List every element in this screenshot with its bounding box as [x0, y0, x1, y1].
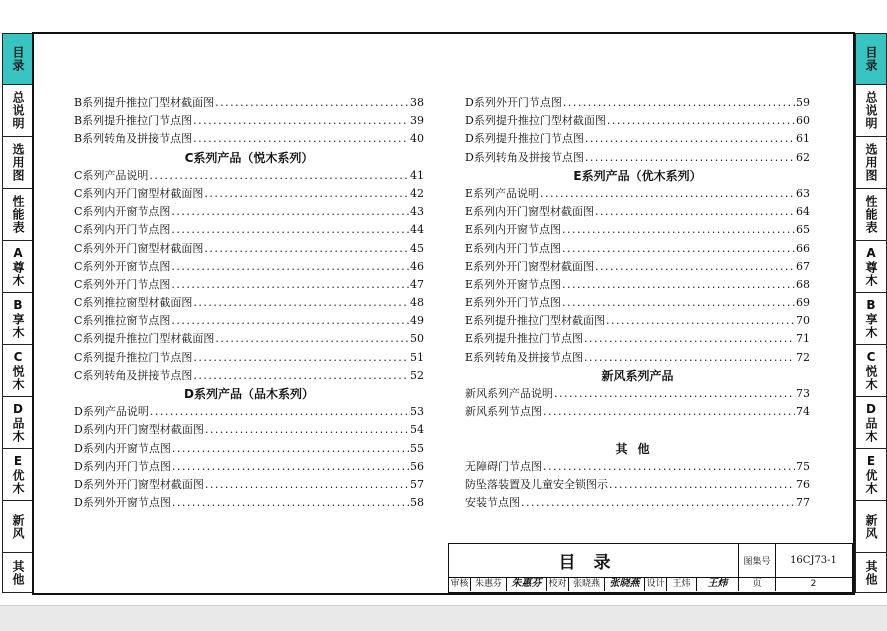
toc-entry-title: E系列内开窗节点图 [465, 223, 562, 237]
toc-leader-dots [562, 294, 795, 312]
toc-leader-dots [521, 494, 795, 512]
toc-entry-page: 43 [410, 205, 424, 219]
toc-entry[interactable] [465, 258, 810, 276]
section-tab[interactable] [855, 241, 887, 293]
toc-entry-page: 74 [796, 405, 810, 419]
toc-leader-dots [150, 403, 409, 421]
toc-entry-title: E系列产品说明 [465, 186, 540, 200]
toc-entry[interactable] [465, 185, 810, 203]
toc-entry-page: 38 [410, 96, 424, 109]
toc-entry-page: 71 [796, 332, 810, 346]
toc-entry[interactable] [465, 112, 810, 130]
toc-entry-page: 77 [796, 496, 810, 510]
toc-entry-title: C系列提升推拉门节点图 [74, 350, 193, 364]
toc-leader-dots [193, 367, 409, 385]
toc-leader-dots [171, 258, 409, 276]
toc-entry-page: 60 [796, 114, 810, 128]
section-tab-label: 目录 [11, 46, 25, 72]
toc-entry-title: D系列外开窗节点图 [74, 496, 171, 510]
toc-entry[interactable] [74, 221, 424, 239]
toc-entry-page: 65 [796, 223, 810, 237]
section-tab-label: D品木 [11, 402, 25, 443]
section-tab[interactable] [2, 553, 34, 593]
toc-entry-title: C系列产品说明 [74, 168, 149, 182]
toc-leader-dots [172, 458, 409, 476]
toc-leader-dots [172, 440, 409, 458]
toc-entry-title: C系列内开门窗型材截面图 [74, 186, 204, 200]
toc-entry-title: C系列外开门窗型材截面图 [74, 241, 204, 255]
toc-entry[interactable] [465, 385, 810, 403]
toc-entry[interactable] [465, 458, 810, 476]
toc-entry[interactable] [465, 221, 810, 239]
toc-entry-page: 66 [796, 241, 810, 255]
toc-entry[interactable] [74, 258, 424, 276]
toc-entry-title: B系列转角及拼接节点图 [74, 132, 193, 146]
toc-entry-title: E系列外开门窗型材截面图 [465, 259, 595, 273]
section-tab[interactable] [2, 85, 34, 137]
toc-entry-title: 新风系列节点图 [465, 405, 542, 419]
toc-entry-title: 新风系列产品说明 [465, 387, 553, 400]
section-tab[interactable] [855, 293, 887, 345]
toc-entry-page: 39 [410, 114, 424, 128]
section-tab-label: 性能表 [864, 195, 878, 234]
section-tab[interactable] [2, 345, 34, 397]
toc-leader-dots [193, 349, 409, 367]
toc-entry[interactable] [74, 240, 424, 258]
toc-entry-page: 64 [796, 205, 810, 219]
toc-entry-title: B系列提升推拉门型材截面图 [74, 96, 215, 109]
design-label: 设计 [645, 577, 667, 591]
toc-entry-title: E系列转角及拼接节点图 [465, 350, 584, 364]
toc-leader-dots [172, 494, 409, 512]
toc-entry[interactable] [465, 94, 810, 112]
toc-entry-title: 安装节点图 [465, 496, 520, 510]
page-label: 页 [739, 577, 776, 591]
page-number: 2 [810, 579, 817, 589]
design-signature: 王炜 [697, 577, 739, 591]
toc-leader-dots [171, 276, 409, 294]
toc-entry[interactable] [74, 476, 424, 494]
toc-leader-dots [215, 94, 409, 112]
section-tab[interactable] [2, 33, 34, 85]
toc-section-heading: D系列产品（品木系列） [184, 387, 314, 401]
toc-leader-dots [562, 221, 795, 239]
section-tab[interactable] [2, 397, 34, 449]
toc-entry[interactable] [74, 203, 424, 221]
toc-entry-title: D系列提升推拉门型材截面图 [465, 114, 606, 128]
toc-entry[interactable] [74, 349, 424, 367]
review-signature: 朱惠芬 [507, 577, 547, 591]
toc-leader-dots [205, 476, 409, 494]
toc-entry-page: 61 [796, 132, 810, 146]
viewer-bottom-strip [0, 605, 887, 631]
toc-leader-dots [205, 421, 409, 439]
toc-leader-dots [595, 258, 795, 276]
section-tab-label: 总说明 [864, 91, 878, 130]
toc-entry-page: 72 [796, 350, 810, 364]
toc-entry-page: 46 [410, 259, 424, 273]
toc-entry-page: 42 [410, 186, 424, 200]
section-tab-label: E优木 [864, 454, 878, 495]
toc-entry-title: E系列内开门窗型材截面图 [465, 205, 595, 219]
toc-entry-page: 44 [410, 223, 424, 237]
toc-entry-page: 69 [796, 296, 810, 310]
toc-leader-dots [584, 330, 795, 348]
toc-entry-page: 50 [410, 332, 424, 346]
toc-section-heading: 新风系列产品 [601, 368, 674, 383]
toc-entry[interactable] [74, 403, 424, 421]
toc-leader-dots [562, 276, 795, 294]
toc-entry[interactable] [465, 403, 810, 421]
toc-entry-page: 57 [410, 477, 424, 491]
toc-entry-title: D系列产品说明 [74, 405, 149, 419]
toc-entry-page: 68 [796, 277, 810, 291]
toc-leader-dots [193, 294, 409, 312]
section-tab[interactable] [2, 189, 34, 241]
toc-entry[interactable] [74, 130, 424, 148]
review-label: 审核 [449, 577, 471, 591]
toc-entry-page: 76 [796, 477, 810, 491]
toc-entry[interactable] [74, 276, 424, 294]
toc-leader-dots [585, 149, 795, 167]
section-tab-label: 性能表 [11, 195, 25, 234]
toc-entry[interactable] [465, 203, 810, 221]
toc-entry-title: C系列推拉窗型材截面图 [74, 296, 193, 310]
section-tab[interactable] [2, 449, 34, 501]
section-tab[interactable] [855, 137, 887, 189]
toc-entry-title: C系列外开窗节点图 [74, 259, 171, 273]
toc-entry[interactable] [465, 294, 810, 312]
toc-entry[interactable] [74, 94, 424, 112]
toc-entry-page: 55 [410, 441, 424, 455]
toc-entry-page: 52 [410, 368, 424, 382]
toc-section-heading: 其他 [615, 441, 660, 456]
section-tab-label: 新风 [11, 513, 25, 540]
title-block [448, 543, 853, 593]
toc-entry-page: 56 [410, 459, 424, 473]
toc-entry-title: C系列推拉窗节点图 [74, 314, 171, 328]
toc-leader-dots [171, 203, 409, 221]
toc-section-heading: C系列产品（悦木系列） [184, 150, 314, 165]
section-tab[interactable] [855, 33, 887, 85]
toc-entry[interactable] [74, 167, 424, 185]
toc-entry[interactable] [465, 130, 810, 148]
toc-leader-dots [606, 312, 795, 330]
section-tab[interactable] [2, 293, 34, 345]
toc-leader-dots [595, 203, 795, 221]
toc-entry-title: E系列外开门节点图 [465, 296, 562, 310]
toc-entry[interactable] [465, 494, 810, 512]
section-tab-label: 总说明 [11, 91, 25, 130]
toc-entry-page: 70 [796, 314, 810, 328]
toc-leader-dots [204, 240, 409, 258]
section-tab-label: B享木 [11, 298, 25, 339]
toc-entry-page: 49 [410, 314, 424, 328]
toc-entry[interactable] [74, 312, 424, 330]
toc-section-heading: E系列产品（优木系列） [573, 168, 702, 183]
toc-entry-title: C系列转角及拼接节点图 [74, 368, 193, 382]
toc-entry-title: E系列外开窗节点图 [465, 277, 562, 291]
toc-entry-page: 51 [410, 350, 424, 364]
toc-entry-page: 58 [410, 496, 424, 510]
check-name: 张晓燕 [569, 577, 605, 591]
toc-entry-page: 54 [410, 423, 424, 437]
toc-entry[interactable] [74, 440, 424, 458]
toc-entry-title: D系列内开门节点图 [74, 459, 171, 473]
section-tab-label: 其他 [11, 559, 25, 586]
section-tab[interactable] [855, 345, 887, 397]
toc-entry[interactable] [74, 185, 424, 203]
toc-entry-title: B系列提升推拉门节点图 [74, 114, 193, 128]
toc-entry-page: 53 [410, 405, 424, 419]
atlas-number-value: 16CJ73-1 [790, 555, 837, 566]
design-name: 王炜 [667, 577, 697, 591]
section-tab[interactable] [2, 501, 34, 553]
section-tab[interactable] [855, 189, 887, 241]
toc-leader-dots [171, 221, 409, 239]
toc-entry-title: E系列提升推拉门型材截面图 [465, 314, 606, 328]
toc-leader-dots [554, 385, 795, 403]
toc-entry-title: D系列提升推拉门节点图 [465, 132, 584, 146]
toc-entry-page: 75 [796, 459, 810, 473]
toc-entry-title: C系列内开门节点图 [74, 223, 171, 237]
section-tab[interactable] [855, 85, 887, 137]
toc-right-column [465, 94, 810, 512]
toc-entry-page: 48 [410, 296, 424, 310]
toc-entry[interactable] [74, 367, 424, 385]
toc-leader-dots [562, 240, 795, 258]
toc-entry-title: D系列外开门节点图 [465, 96, 562, 109]
toc-leader-dots [215, 330, 409, 348]
toc-entry-title: 无障碍门节点图 [465, 459, 542, 473]
toc-entry[interactable] [74, 494, 424, 512]
section-tab-label: A尊木 [864, 246, 878, 287]
section-tab-label: C悦木 [864, 350, 878, 391]
section-tab-label: 其他 [864, 559, 878, 586]
check-label: 校对 [547, 577, 569, 591]
toc-leader-dots [585, 130, 795, 148]
toc-entry[interactable] [465, 330, 810, 348]
section-tab-label: 新风 [864, 513, 878, 540]
section-tab-label: B享木 [864, 298, 878, 339]
toc-entry[interactable] [74, 330, 424, 348]
toc-entry-title: D系列内开门窗型材截面图 [74, 423, 204, 437]
toc-entry-page: 45 [410, 241, 424, 255]
toc-spacer [465, 421, 810, 439]
toc-leader-dots [609, 476, 795, 494]
toc-leader-dots [204, 185, 409, 203]
toc-entry-title: 防坠落装置及儿童安全锁图示 [465, 477, 608, 491]
toc-entry-page: 40 [410, 132, 424, 146]
toc-entry-page: 67 [796, 259, 810, 273]
toc-leader-dots [540, 185, 795, 203]
drawing-title: 目录 [449, 544, 739, 577]
toc-leader-dots [193, 130, 409, 148]
toc-entry[interactable] [465, 349, 810, 367]
toc-entry-title: C系列内开窗节点图 [74, 205, 171, 219]
toc-entry[interactable] [465, 476, 810, 494]
toc-entry-page: 41 [410, 168, 424, 182]
check-signature: 张晓燕 [605, 577, 645, 591]
section-tab[interactable] [855, 449, 887, 501]
toc-entry[interactable] [74, 112, 424, 130]
title-block-top-row [449, 544, 852, 578]
section-tab-label: E优木 [11, 454, 25, 495]
toc-entry[interactable] [465, 312, 810, 330]
section-tab[interactable] [855, 397, 887, 449]
section-tab[interactable] [855, 553, 887, 593]
section-tab-label: 选用图 [864, 143, 878, 182]
toc-entry-page: 63 [796, 186, 810, 200]
toc-leader-dots [193, 112, 409, 130]
title-block-signature-row [449, 577, 852, 591]
toc-entry-page: 73 [796, 387, 810, 400]
right-section-tabs [855, 33, 887, 593]
toc-entry-title: E系列内开门节点图 [465, 241, 562, 255]
toc-leader-dots [543, 458, 795, 476]
toc-entry-title: D系列转角及拼接节点图 [465, 150, 584, 164]
toc-entry-title: C系列外开门节点图 [74, 277, 171, 291]
toc-leader-dots [584, 349, 795, 367]
toc-entry[interactable] [74, 421, 424, 439]
toc-entry-title: D系列内开窗节点图 [74, 441, 171, 455]
section-tab[interactable] [2, 137, 34, 189]
section-tab-label: D品木 [864, 402, 878, 443]
toc-entry-title: D系列外开门窗型材截面图 [74, 477, 204, 491]
atlas-number-label: 图集号 [739, 544, 776, 577]
section-tab-label: A尊木 [11, 246, 25, 287]
toc-leader-dots [149, 167, 409, 185]
toc-entry[interactable] [74, 294, 424, 312]
toc-entry[interactable] [74, 458, 424, 476]
toc-entry[interactable] [465, 276, 810, 294]
toc-entry[interactable] [465, 240, 810, 258]
left-section-tabs [2, 33, 34, 593]
section-tab-label: C悦木 [11, 350, 25, 391]
toc-leader-dots [607, 112, 795, 130]
toc-leader-dots [543, 403, 795, 421]
toc-leader-dots [563, 94, 795, 112]
toc-entry-title: C系列提升推拉门型材截面图 [74, 332, 215, 346]
toc-entry-title: E系列提升推拉门节点图 [465, 332, 584, 346]
section-tab[interactable] [2, 241, 34, 293]
section-tab[interactable] [855, 501, 887, 553]
section-tab-label: 选用图 [11, 143, 25, 182]
section-tab-label: 目录 [864, 46, 878, 72]
toc-entry-page: 47 [410, 277, 424, 291]
toc-entry-page: 59 [796, 96, 810, 109]
toc-entry[interactable] [465, 149, 810, 167]
toc-leader-dots [171, 312, 409, 330]
review-name: 朱惠芬 [471, 577, 507, 591]
toc-entry-page: 62 [796, 150, 810, 164]
toc-left-column [74, 94, 424, 512]
